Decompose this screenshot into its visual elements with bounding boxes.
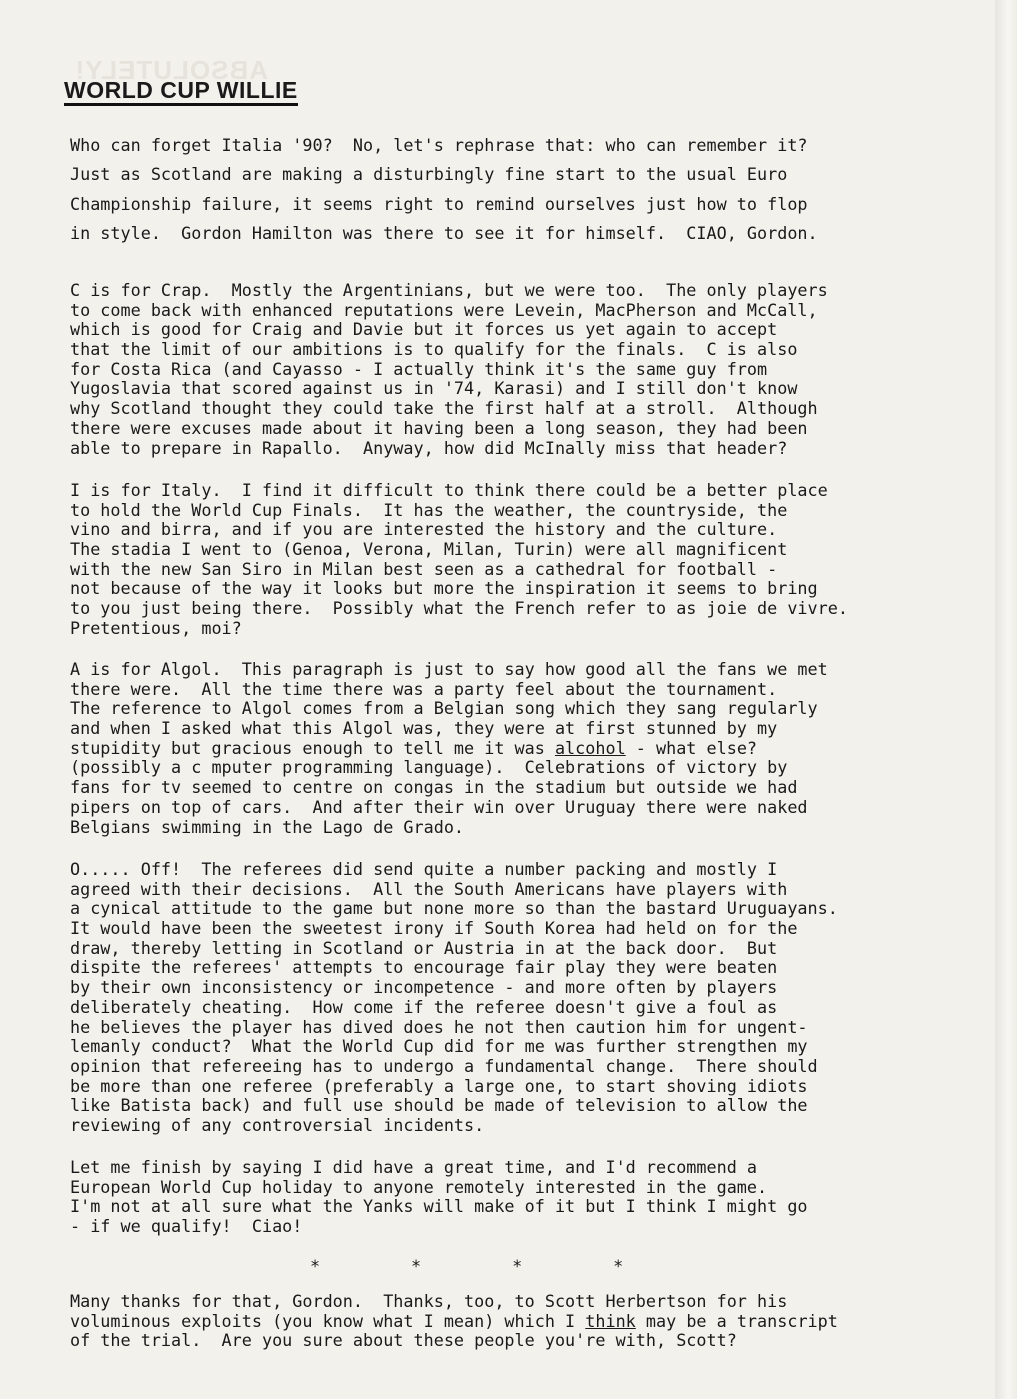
article-title: WORLD CUP WILLIE <box>64 78 298 106</box>
section-separator: * * * * <box>310 1256 624 1276</box>
text-span: may be a transcript <box>635 1310 838 1331</box>
text-line: opinion that refereeing has to undergo a fundamental change. There should <box>70 1055 818 1076</box>
text-line: O..... Off! The referees did send quite a number packing and mostly I <box>70 859 778 879</box>
text-line: he believes the player has dived does he not then caution him for ungent- <box>70 1016 808 1037</box>
text-line: there were excuses made about it having been a long season, they had been <box>70 417 808 438</box>
text-line <box>70 1312 1000 1332</box>
text-line: and when I asked what this Algol was, they were at first stunned by my <box>70 718 778 739</box>
text-line: Let me finish by saying I did have a great time, and I'd recommend a <box>70 1157 758 1177</box>
paragraph-closing <box>70 1158 1000 1237</box>
text-line: pipers on top of cars. And after their win over Uruguay there were naked <box>70 796 808 817</box>
paragraph-a <box>70 660 1000 837</box>
text-line: I'm not at all sure what the Yanks will make of it but I think I might go <box>70 1196 808 1217</box>
text-span: voluminous exploits (you know what I mean) which I <box>70 1310 586 1331</box>
text-line: The stadia I went to (Genoa, Verona, Milan, Turin) were all magnificent <box>70 539 788 560</box>
text-line: vino and birra, and if you are interested the history and the culture. <box>70 519 778 540</box>
text-line: to hold the World Cup Finals. It has the weather, the countryside, the <box>70 499 788 520</box>
text-line <box>70 739 1000 759</box>
text-line: that the limit of our ambitions is to qualify for the finals. C is also <box>70 339 798 360</box>
text-line: for Costa Rica (and Cayasso - I actually think it's the same guy from <box>70 358 768 379</box>
text-line: The reference to Algol comes from a Belgian song which they sang regularly <box>70 698 818 719</box>
text-line: C is for Crap. Mostly the Argentinians, but we were too. The only players <box>70 280 828 300</box>
text-line: draw, thereby letting in Scotland or Austria in at the back door. But <box>70 937 778 958</box>
text-line: able to prepare in Rapallo. Anyway, how did McInally miss that header? <box>70 437 788 458</box>
paragraph-c <box>70 281 1000 458</box>
editor-note <box>70 1292 1000 1351</box>
text-line: to you just being there. Possibly what the French refer to as joie de vivre. <box>70 598 848 619</box>
text-span: - what else? <box>625 737 758 758</box>
text-line: Belgians swimming in the Lago de Grado. <box>70 816 465 837</box>
text-line: Pretentious, moi? <box>70 617 242 638</box>
intro-paragraph <box>70 131 1000 248</box>
text-line: fans for tv seemed to centre on congas in the stadium but outside we had <box>70 777 798 798</box>
text-line: which is good for Craig and Davie but it forces us yet again to accept <box>70 319 778 340</box>
text-line: I is for Italy. I find it difficult to think there could be a better place <box>70 480 828 500</box>
text-line: of the trial. Are you sure about these people you're with, Scott? <box>70 1330 737 1351</box>
text-line: to come back with enhanced reputations were Levein, MacPherson and McCall, <box>70 299 818 320</box>
text-line: Many thanks for that, Gordon. Thanks, too, to Scott Herbertson for his <box>70 1291 788 1311</box>
text-line: why Scotland thought they could take the first half at a stroll. Although <box>70 398 818 419</box>
text-line: Just as Scotland are making a disturbingly fine start to the usual Euro <box>70 164 788 185</box>
text-line: with the new San Siro in Milan best seen as a cathedral for football - <box>70 558 778 579</box>
underlined-word: alcohol <box>554 737 626 758</box>
text-line: It would have been the sweetest irony if South Korea had held on for the <box>70 918 798 939</box>
text-line: - if we qualify! Ciao! <box>70 1216 303 1237</box>
text-line: Who can forget Italia '90? No, let's rephrase that: who can remember it? <box>70 135 808 155</box>
paragraph-o <box>70 860 1000 1136</box>
text-line: agreed with their decisions. All the South Americans have players with <box>70 878 788 899</box>
text-line: A is for Algol. This paragraph is just to say how good all the fans we met <box>70 659 828 679</box>
text-line: a cynical attitude to the game but none more so than the bastard Uruguayans. <box>70 898 838 919</box>
text-line: there were. All the time there was a party feel about the tournament. <box>70 678 778 699</box>
text-line: in style. Gordon Hamilton was there to see it for himself. CIAO, Gordon. <box>70 222 818 243</box>
text-line: deliberately cheating. How come if the referee doesn't give a foul as <box>70 996 778 1017</box>
text-line: dispite the referees' attempts to encourage fair play they were beaten <box>70 957 778 978</box>
text-line: (possibly a c mputer programming language). Celebrations of victory by <box>70 757 788 778</box>
text-line: Championship failure, it seems right to remind ourselves just how to flop <box>70 193 808 214</box>
underlined-word: think <box>585 1310 636 1331</box>
text-line: Yugoslavia that scored against us in '74, Karasi) and I still don't know <box>70 378 798 399</box>
paragraph-i <box>70 481 1000 639</box>
text-line: European World Cup holiday to anyone remotely interested in the game. <box>70 1176 768 1197</box>
text-line: be more than one referee (preferably a large one, to start shoving idiots <box>70 1075 808 1096</box>
bleed-through-text: ABSOLUTELY! <box>74 55 268 85</box>
text-line: by their own inconsistency or incompetence - and more often by players <box>70 977 778 998</box>
text-line: like Batista back) and full use should be made of television to allow the <box>70 1095 808 1116</box>
text-line: lemanly conduct? What the World Cup did for me was further strengthen my <box>70 1036 808 1057</box>
text-span: stupidity but gracious enough to tell me it was <box>70 737 555 758</box>
text-line: not because of the way it looks but more the inspiration it seems to bring <box>70 578 818 599</box>
text-line: reviewing of any controversial incidents. <box>70 1114 485 1135</box>
